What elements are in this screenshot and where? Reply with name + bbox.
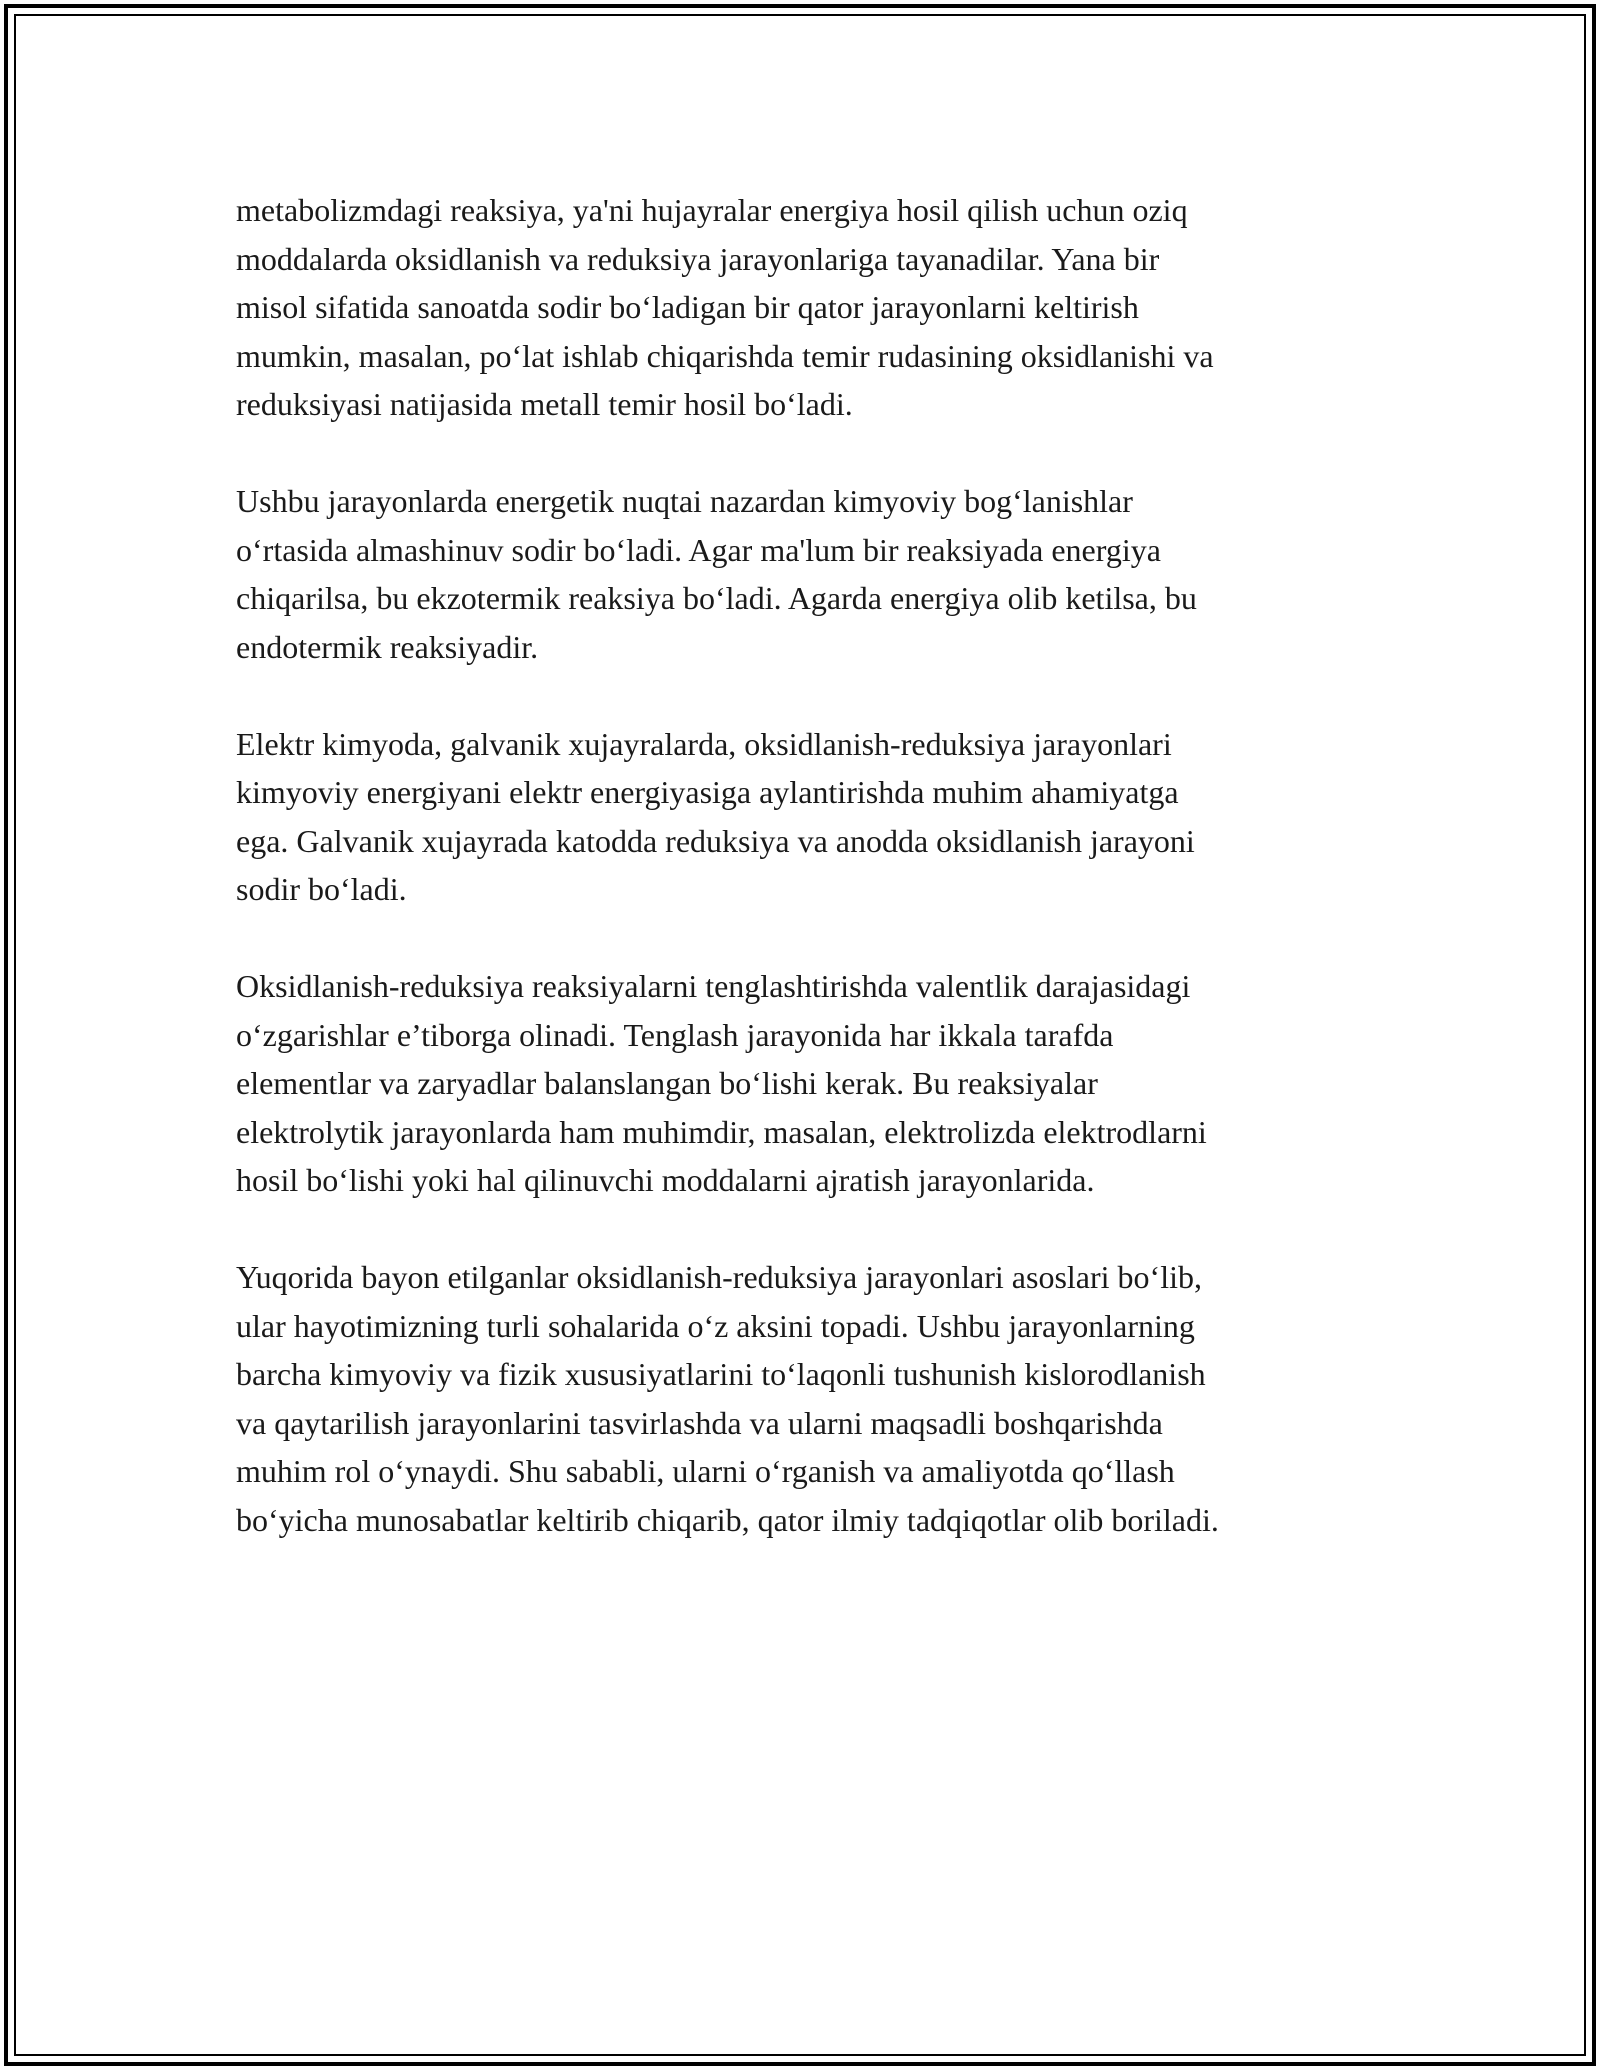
text-line: moddalarda oksidlanish va reduksiya jarayonlariga tayanadilar. Yana bir xyxy=(236,240,1160,277)
text-line: mumkin, masalan, po‘lat ishlab chiqarishda temir rudasining oksidlanishi va xyxy=(236,337,1214,374)
paragraph-5 xyxy=(236,1253,1366,1544)
paragraph-4 xyxy=(236,962,1366,1205)
text-line: Ushbu jarayonlarda energetik nuqtai nazardan kimyoviy bog‘lanishlar xyxy=(236,483,1133,519)
text-line: sodir bo‘ladi. xyxy=(236,871,407,907)
text-line: o‘zgarishlar e’tiborga olinadi. Tenglash jarayonida har ikkala tarafda xyxy=(236,1016,1114,1053)
paragraph-1 xyxy=(236,186,1366,429)
text-line: kimyoviy energiyani elektr energiyasiga aylantirishda muhim ahamiyatga xyxy=(236,774,1179,810)
text-line: Elektr kimyoda, galvanik xujayralarda, oksidlanish-reduksiya jarayonlari xyxy=(236,725,1172,762)
text-line: bo‘yicha munosabatlar keltirib chiqarib, qator ilmiy tadqiqotlar olib boriladi. xyxy=(236,1501,1219,1538)
text-line: ega. Galvanik xujayrada katodda reduksiya va anodda oksidlanish jarayoni xyxy=(236,822,1195,859)
document-body xyxy=(236,186,1366,1593)
text-line: hosil bo‘lishi yoki hal qilinuvchi moddalarni ajratish jarayonlarida. xyxy=(236,1162,1095,1198)
text-line: metabolizmdagi reaksiya, ya'ni hujayralar energiya hosil qilish uchun oziq xyxy=(236,192,1188,228)
text-line: misol sifatida sanoatda sodir bo‘ladigan bir qator jarayonlarni keltirish xyxy=(236,289,1139,325)
text-line: Yuqorida bayon etilganlar oksidlanish-reduksiya jarayonlari asoslari bo‘lib, xyxy=(236,1259,1202,1295)
text-line: ular hayotimizning turli sohalarida o‘z aksini topadi. Ushbu jarayonlarning xyxy=(236,1307,1195,1344)
text-line: o‘rtasida almashinuv sodir bo‘ladi. Agar ma'lum bir reaksiyada energiya xyxy=(236,531,1161,568)
text-line: muhim rol o‘ynaydi. Shu sababli, ularni o‘rganish va amaliyotda qo‘llash xyxy=(236,1453,1175,1489)
text-line: Oksidlanish-reduksiya reaksiyalarni tenglashtirishda valentlik darajasidagi xyxy=(236,968,1191,1004)
paragraph-3 xyxy=(236,720,1366,914)
text-line: elementlar va zaryadlar balanslangan bo‘lishi kerak. Bu reaksiyalar xyxy=(236,1065,1098,1101)
paragraph-2 xyxy=(236,477,1366,671)
text-line: va qaytarilish jarayonlarini tasvirlashda va ularni maqsadli boshqarishda xyxy=(236,1404,1163,1441)
text-line: barcha kimyoviy va fizik xususiyatlarini to‘laqonli tushunish kislorodlanish xyxy=(236,1356,1206,1392)
text-line: endotermik reaksiyadir. xyxy=(236,628,539,665)
text-line: elektrolytik jarayonlarda ham muhimdir, masalan, elektrolizda elektrodlarni xyxy=(236,1113,1207,1150)
text-line: chiqarilsa, bu ekzotermik reaksiya bo‘ladi. Agarda energiya olib ketilsa, bu xyxy=(236,580,1197,616)
text-line: reduksiyasi natijasida metall temir hosil bo‘ladi. xyxy=(236,386,853,422)
